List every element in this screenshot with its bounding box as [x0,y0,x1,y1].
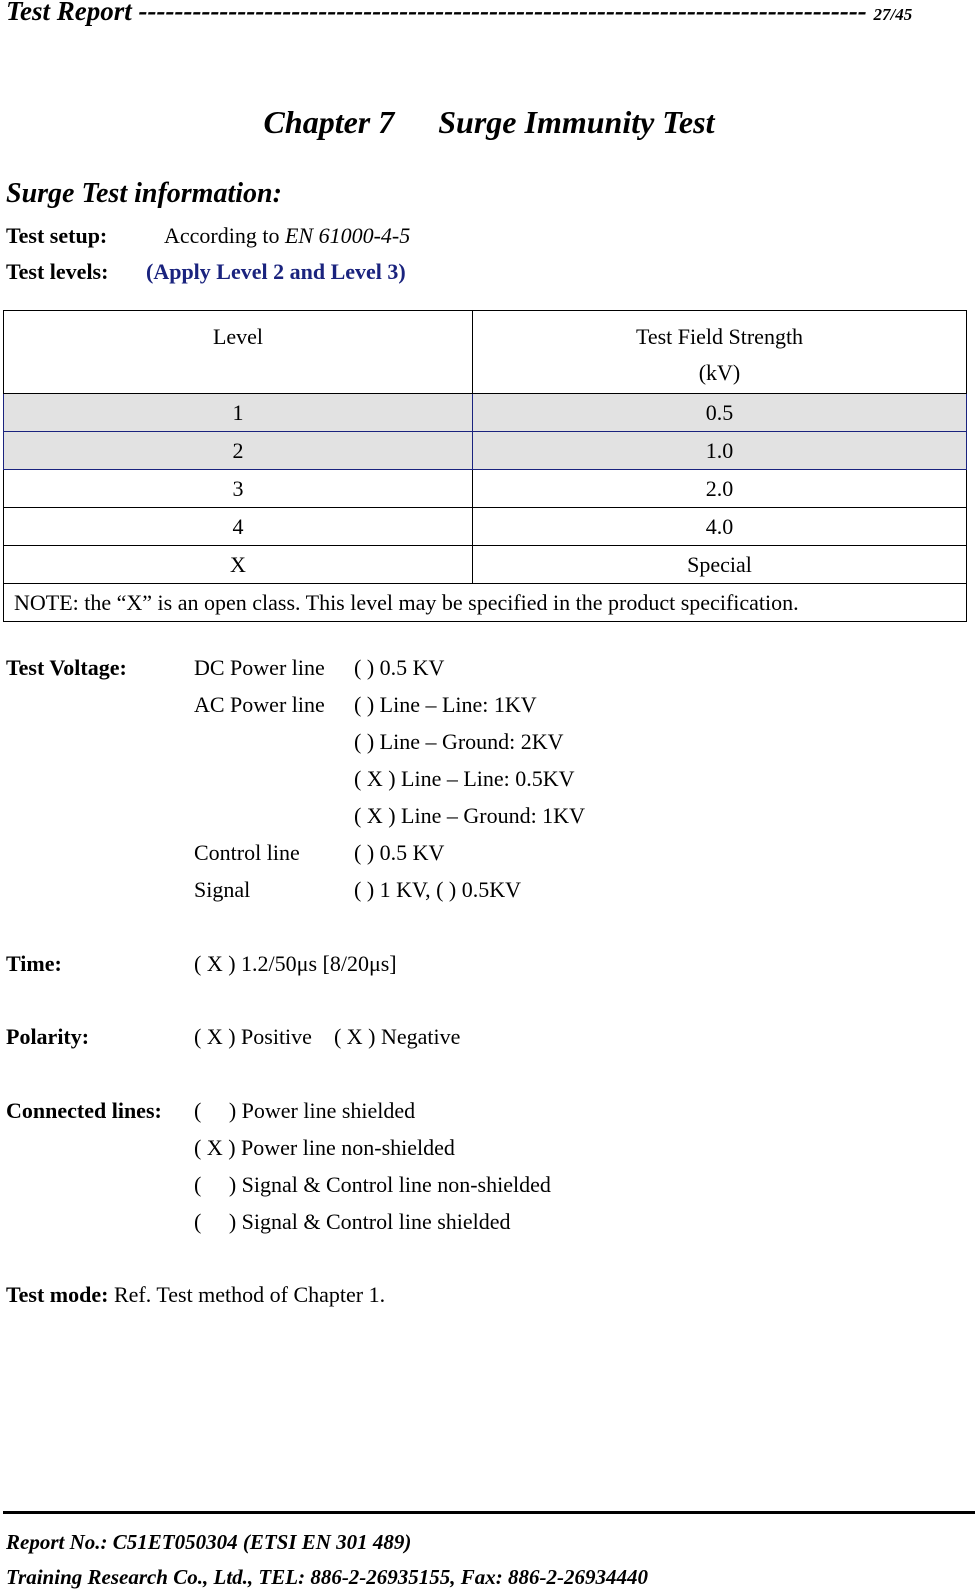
polarity-value: ( X ) Positive ( X ) Negative [194,1024,461,1049]
header-level: Level [4,311,473,394]
level-cell: 4 [4,508,473,546]
footer-report-number: Report No.: C51ET050304 (ETSI EN 301 489) [6,1530,412,1554]
table-header-row [4,311,967,394]
connected-lines-label: Connected lines: [6,1098,162,1123]
dc-power-line-option: ( ) 0.5 KV [354,655,445,680]
chapter-number: Chapter 7 [263,104,395,140]
time-value: ( X ) 1.2/50μs [8/20μs] [194,951,397,976]
strength-cell: 1.0 [473,432,967,470]
header-title: Test Report --------------------------------------------------------------------------------- [6,0,867,26]
connected-option-1: ( ) Power line shielded [194,1098,416,1123]
strength-cell: 2.0 [473,470,967,508]
signal-option: ( ) 1 KV, ( ) 0.5KV [354,877,522,902]
control-line-label: Control line [194,840,300,865]
test-setup-text: According to [164,223,285,248]
ac-power-line-label: AC Power line [194,692,325,717]
ac-option-line-line-0.5kv: ( X ) Line – Line: 0.5KV [354,766,575,791]
test-levels-label: Test levels: [6,259,109,284]
table-row [4,432,967,470]
test-setup-label: Test setup: [6,223,108,248]
test-mode-label: Test mode: [6,1282,109,1307]
report-header [6,0,912,27]
test-setup-row [6,223,107,249]
table-note-row [4,584,967,622]
strength-cell: 0.5 [473,394,967,432]
section-title: Surge Test information: [6,178,282,209]
test-mode-row [6,1282,385,1308]
table-note: NOTE: the “X” is an open class. This level may be specified in the product specification. [4,584,967,622]
connected-option-4: ( ) Signal & Control line shielded [194,1209,511,1234]
strength-cell: 4.0 [473,508,967,546]
test-level-table [3,310,967,622]
level-cell: 2 [4,432,473,470]
chapter-heading [0,104,978,141]
level-cell: X [4,546,473,584]
table-row [4,546,967,584]
footer-company: Training Research Co., Ltd., TEL: 886-2-26935155, Fax: 886-2-26934440 [6,1565,649,1589]
header-strength: Test Field Strength (kV) [473,311,967,394]
ac-option-line-ground-2kv: ( ) Line – Ground: 2KV [354,729,564,754]
signal-label: Signal [194,877,251,902]
ac-option-line-ground-1kv: ( X ) Line – Ground: 1KV [354,803,585,828]
chapter-title: Surge Immunity Test [438,104,715,140]
table-row [4,394,967,432]
time-label: Time: [6,951,62,976]
dc-power-line-label: DC Power line [194,655,325,680]
connected-option-2: ( X ) Power line non-shielded [194,1135,455,1160]
control-line-option: ( ) 0.5 KV [354,840,445,865]
page-number: 27/45 [873,5,913,24]
test-levels-value: (Apply Level 2 and Level 3) [146,259,406,284]
ac-option-line-line-1kv: ( ) Line – Line: 1KV [354,692,537,717]
test-setup-standard: EN 61000-4-5 [284,223,411,248]
connected-option-3: ( ) Signal & Control line non-shielded [194,1172,551,1197]
table-row [4,470,967,508]
level-cell: 3 [4,470,473,508]
test-setup-value [164,223,410,249]
footer-divider [3,1511,975,1514]
table-row [4,508,967,546]
strength-cell: Special [473,546,967,584]
level-cell: 1 [4,394,473,432]
polarity-label: Polarity: [6,1024,90,1049]
test-mode-value: Ref. Test method of Chapter 1. [108,1282,386,1307]
test-voltage-label: Test Voltage: [6,655,127,680]
